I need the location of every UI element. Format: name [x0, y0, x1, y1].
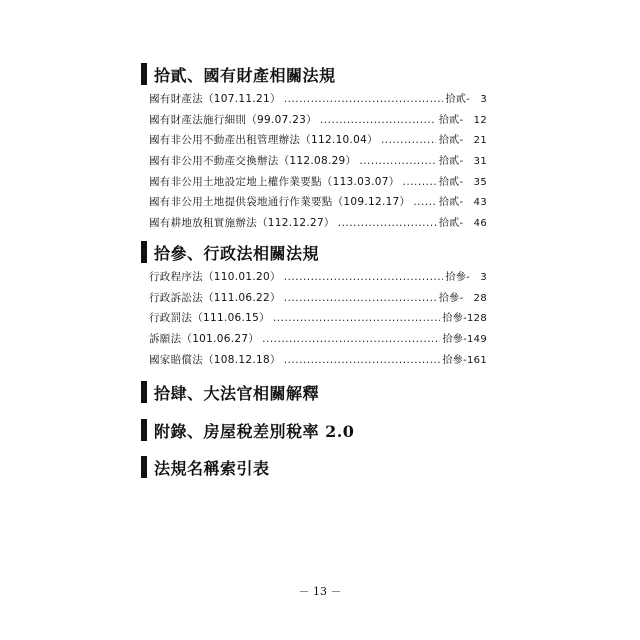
section-heading-text: 拾參、行政法相關法規: [154, 243, 320, 263]
section-heading: [141, 418, 491, 442]
dot-leader: [284, 93, 443, 105]
dot-leader: [320, 114, 436, 126]
section-heading: [141, 455, 491, 479]
dot-leader: [381, 134, 436, 146]
dot-leader: [273, 312, 440, 324]
toc-entry-page: 拾參-128: [442, 313, 487, 325]
toc-entry[interactable]: [149, 351, 487, 372]
toc-entry-page: 拾貳- 46: [438, 218, 487, 230]
toc-entry[interactable]: [149, 214, 487, 235]
toc-entry-title: 國有財產法（107.11.21）: [149, 93, 281, 105]
toc-entry-page: 拾貳- 31: [438, 156, 487, 168]
toc-entry-title: 國有非公用土地設定地上權作業要點（113.03.07）: [149, 175, 400, 188]
section-heading: [141, 240, 491, 264]
toc-entry-page: 拾參-149: [442, 334, 487, 346]
toc-entry-title: 行政訴訟法（111.06.22）: [149, 291, 281, 304]
toc-entry-page: 拾貳- 21: [438, 135, 487, 147]
toc-entry-page: 拾參- 28: [438, 292, 487, 304]
toc-entry[interactable]: [149, 309, 487, 330]
toc-section-administrative-law: [141, 240, 491, 371]
heading-marker-bar: [141, 456, 147, 478]
toc-entry[interactable]: [149, 289, 487, 310]
dot-leader: [284, 354, 440, 366]
toc-entry-title: 國有非公用不動產交換辦法（112.08.29）: [149, 155, 357, 168]
toc-entry-page: 拾貳- 43: [438, 197, 487, 209]
toc-entry-page: 拾貳- 3: [445, 94, 487, 105]
page-number: － 13 －: [298, 585, 342, 598]
dot-leader: [262, 333, 439, 345]
toc-section-grand-justices[interactable]: [141, 380, 491, 408]
toc-section-index[interactable]: [141, 455, 491, 483]
toc-entry[interactable]: [149, 90, 487, 111]
section-heading-text: 法規名稱索引表: [154, 458, 270, 478]
toc-entry-page: 拾貳- 12: [438, 114, 487, 126]
toc-section-appendix[interactable]: [141, 418, 491, 446]
toc-entry-title: 國有非公用土地提供袋地通行作業要點（109.12.17）: [149, 196, 411, 209]
toc-entry-title: 國有耕地放租實施辦法（112.12.27）: [149, 217, 335, 230]
heading-marker-bar: [141, 63, 147, 85]
dot-leader: [338, 217, 436, 229]
toc-entry[interactable]: [149, 193, 487, 214]
toc-entry[interactable]: [149, 152, 487, 173]
section-heading-text: 附錄、房屋稅差別稅率 2.0: [154, 421, 355, 441]
toc-entry[interactable]: [149, 111, 487, 132]
toc-entry[interactable]: [149, 173, 487, 194]
toc-entry[interactable]: [149, 268, 487, 289]
dot-leader: [284, 292, 436, 304]
toc-entry-title: 行政罰法（111.06.15）: [149, 312, 270, 325]
toc-entry[interactable]: [149, 330, 487, 351]
toc-entry-title: 國有非公用不動產出租管理辦法（112.10.04）: [149, 134, 378, 147]
toc-section-property-law: [141, 62, 491, 235]
toc-entry-title: 國家賠償法（108.12.18）: [149, 353, 281, 366]
toc-entry-title: 行政程序法（110.01.20）: [149, 271, 281, 283]
heading-marker-bar: [141, 381, 147, 403]
section-heading-text: 拾貳、國有財產相關法規: [154, 65, 336, 85]
section-heading: [141, 380, 491, 404]
toc-entry[interactable]: [149, 131, 487, 152]
dot-leader: [284, 271, 443, 283]
toc-entry-page: 拾參- 3: [445, 272, 487, 283]
toc-entry-page: 拾貳- 35: [438, 176, 487, 188]
toc-entry-page: 拾參-161: [442, 354, 487, 366]
heading-marker-bar: [141, 241, 147, 263]
toc-entry-title: 訴願法（101.06.27）: [149, 333, 260, 346]
dot-leader: [403, 176, 436, 188]
section-heading: [141, 62, 491, 86]
heading-marker-bar: [141, 419, 147, 441]
section-heading-text: 拾肆、大法官相關解釋: [154, 383, 320, 403]
dot-leader: [413, 196, 436, 208]
dot-leader: [359, 155, 436, 167]
toc-entry-title: 國有財產法施行細則（99.07.23）: [149, 113, 317, 126]
